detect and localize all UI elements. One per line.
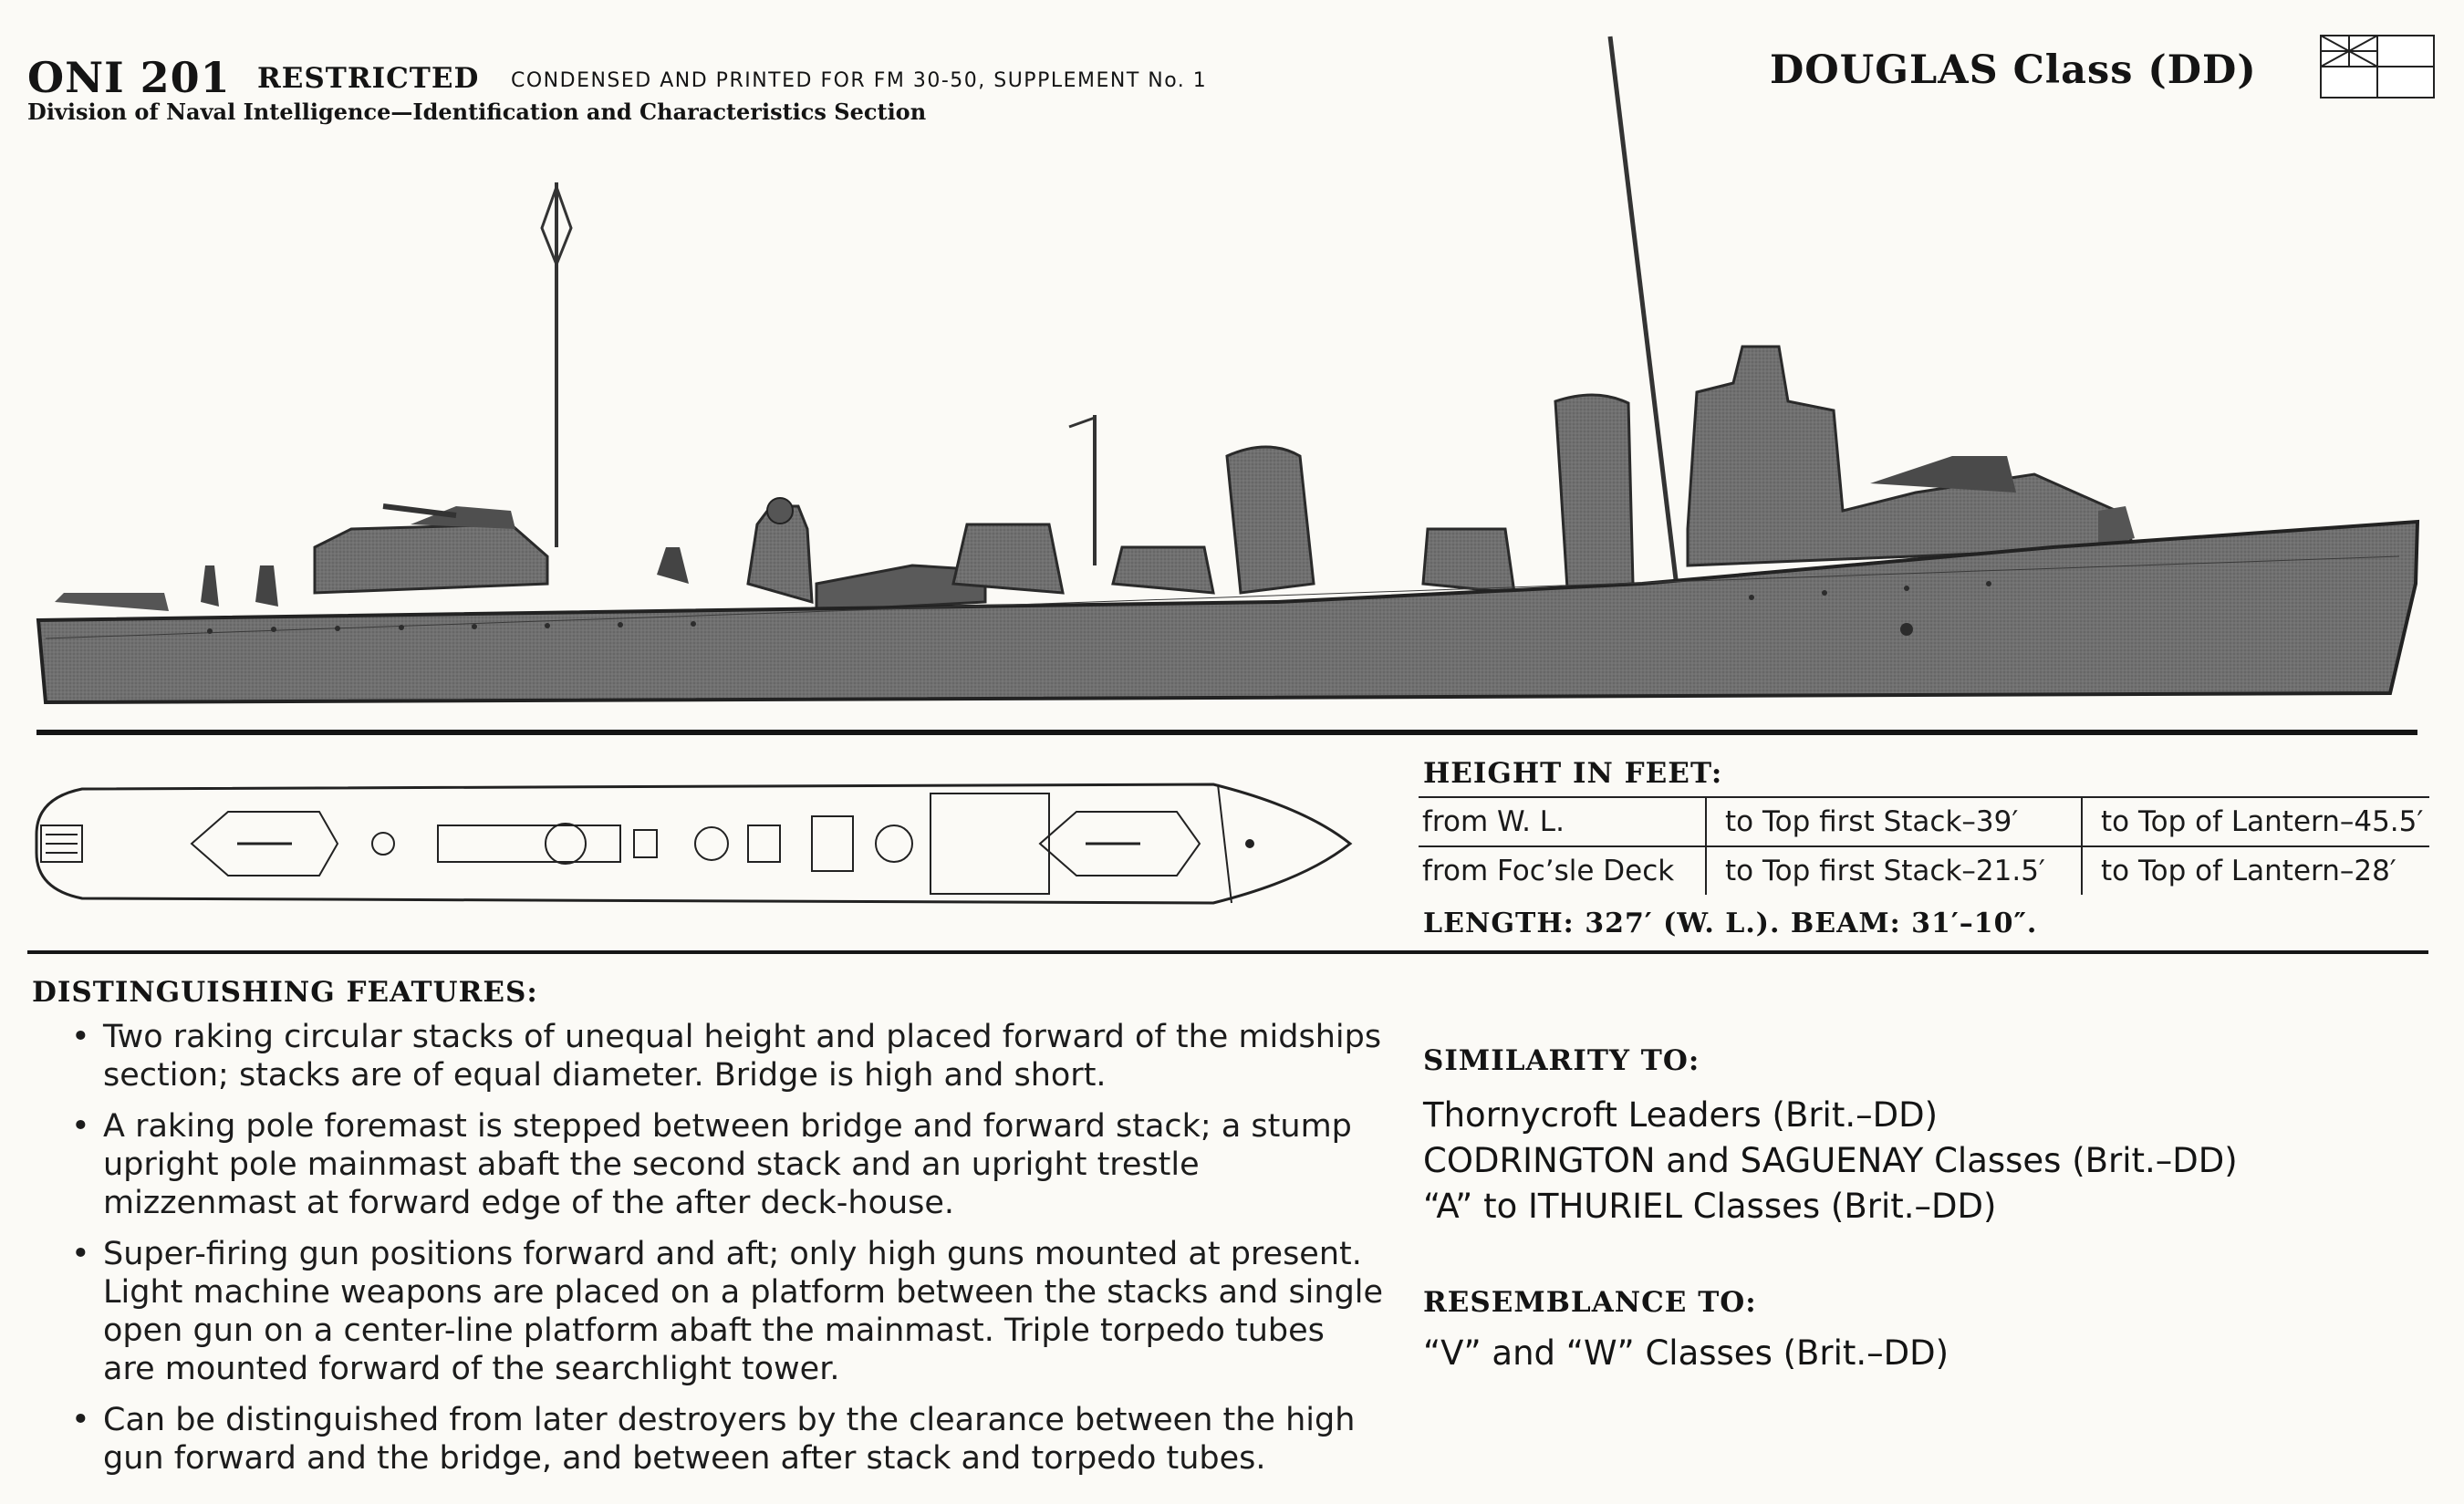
feature-item: • Can be distinguished from later destroyers by the clearance between the high gun forward and the bridge, and between after stack and torpedo tubes. (35, 1401, 1385, 1478)
features-heading: DISTINGUISHING FEATURES: (32, 976, 538, 1009)
height-row-from: from Foc’sle Deck (1419, 846, 1706, 895)
height-row (1419, 846, 2429, 895)
height-heading: HEIGHT IN FEET: (1423, 757, 1723, 790)
division-line: Division of Naval Intelligence—Identification and Characteristics Section (27, 99, 927, 125)
height-row-stack: to Top first Stack–39′ (1706, 797, 2082, 846)
resemblance-heading: RESEMBLANCE TO: (1423, 1286, 1757, 1319)
classification-label: RESTRICTED (257, 62, 480, 95)
similarity-heading: SIMILARITY TO: (1423, 1044, 1700, 1077)
similarity-list (1423, 1093, 2238, 1229)
similarity-item: “A” to ITHURIEL Classes (Brit.–DD) (1423, 1187, 1997, 1226)
feature-item: • Super-firing gun positions forward and aft; only high guns mounted at present. Light machine weapons are placed on a platform between the stacks and single open gun on a center-line platform abaft the mainmast. Triple torpedo tubes are mounted forward of the searchlight tower. (35, 1235, 1385, 1388)
height-row (1419, 797, 2429, 846)
resemblance-item: “V” and “W” Classes (Brit.–DD) (1423, 1333, 1949, 1373)
feature-item: • A raking pole foremast is stepped between bridge and forward stack; a stump upright pole mainmast abaft the second stack and an upright trestle mizzenmast at forward edge of the after deck-house. (35, 1107, 1385, 1222)
feature-item: • Two raking circular stacks of unequal height and placed forward of the midships section; stacks are of equal diameter. Bridge is high and short. (35, 1018, 1385, 1094)
length-beam-line: LENGTH: 327′ (W. L.). BEAM: 31′–10″. (1423, 908, 2038, 939)
printing-note: CONDENSED AND PRINTED FOR FM 30-50, SUPPLEMENT No. 1 (511, 69, 1208, 92)
height-row-from: from W. L. (1419, 797, 1706, 846)
features-list (35, 1018, 1385, 1490)
height-row-lantern: to Top of Lantern–45.5′ (2082, 797, 2429, 846)
similarity-item: Thornycroft Leaders (Brit.–DD) (1423, 1095, 1939, 1135)
ship-class-title: DOUGLAS Class (DD) (1770, 47, 2257, 93)
ship-plan-view-drawing (27, 771, 1359, 921)
similarity-item: CODRINGTON and SAGUENAY Classes (Brit.–DD) (1423, 1141, 2238, 1180)
document-id: ONI 201 (27, 53, 231, 102)
section-divider (27, 950, 2428, 954)
height-row-lantern: to Top of Lantern–28′ (2082, 846, 2429, 895)
height-table (1419, 796, 2429, 895)
height-row-stack: to Top first Stack–21.5′ (1706, 846, 2082, 895)
